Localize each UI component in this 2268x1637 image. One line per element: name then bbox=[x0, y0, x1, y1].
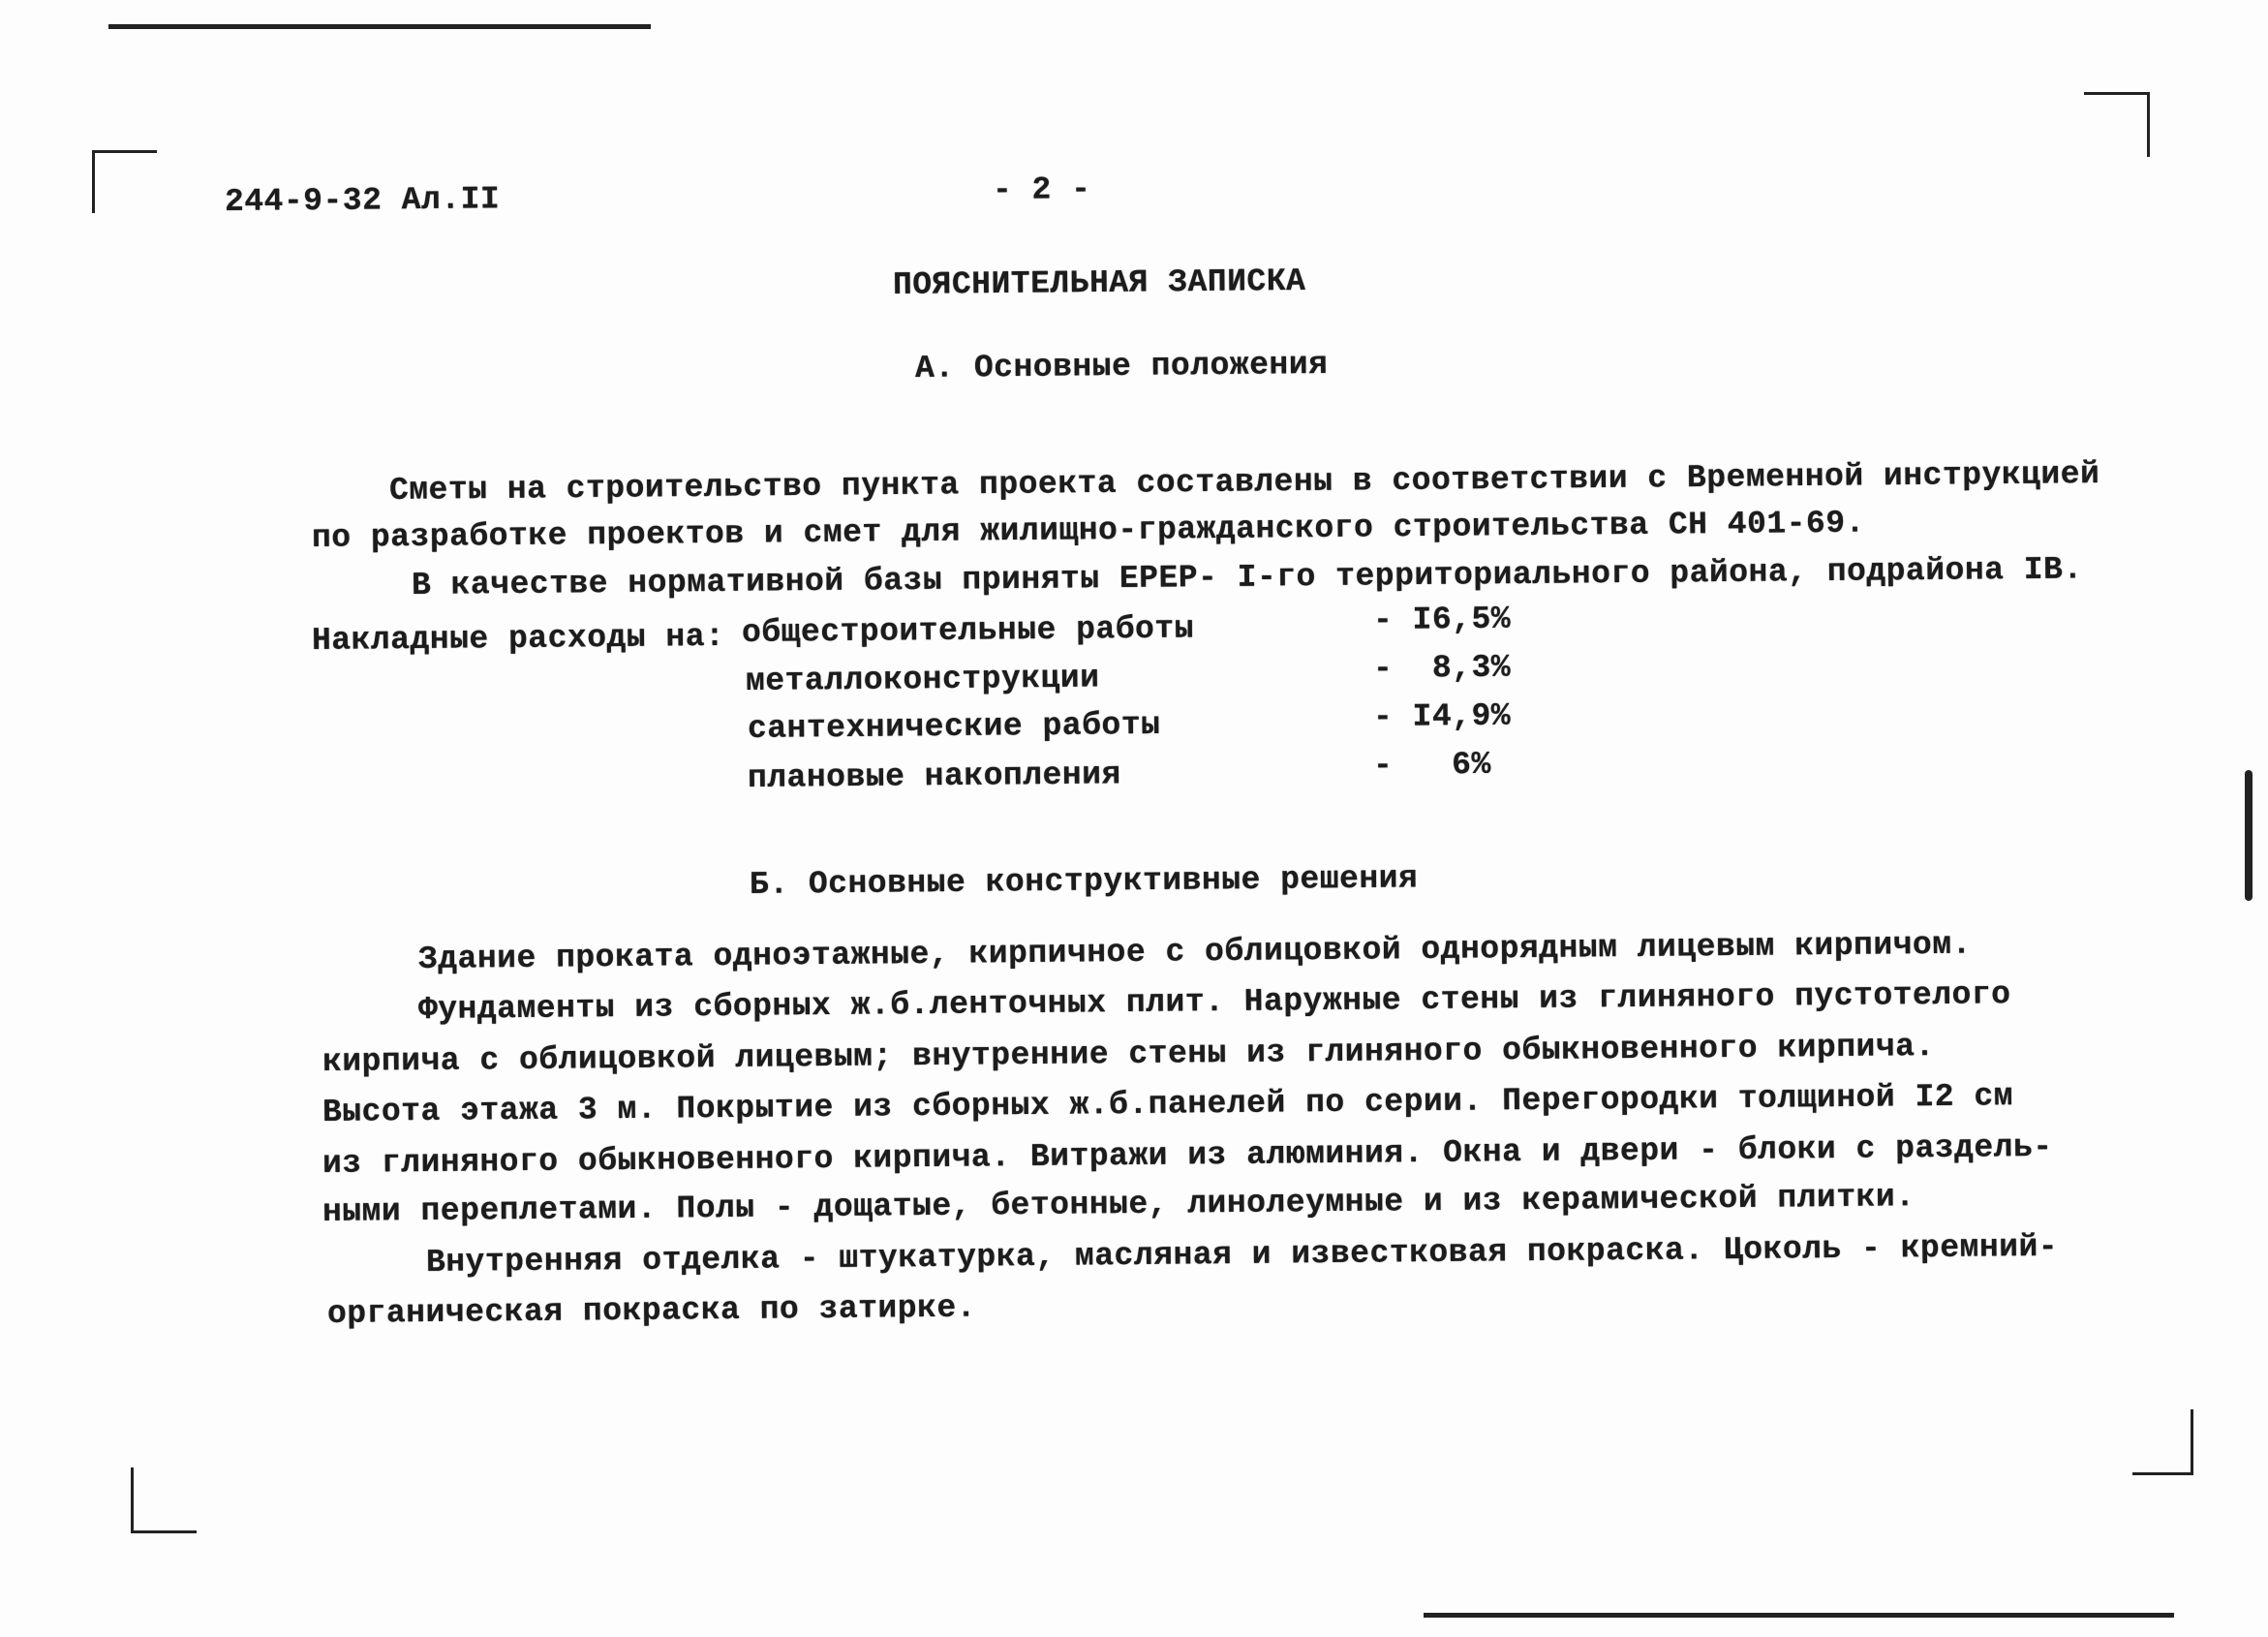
section-a-line: Сметы на строительство пункта проекта составлены в соответствии с Временной инструкцией bbox=[388, 456, 2100, 509]
document-code: 244-9-32 Ал.II bbox=[224, 181, 501, 220]
overhead-value: - 6% bbox=[1372, 746, 1492, 784]
section-b-line: из глиняного обыкновенного кирпича. Витражи из алюминия. Окна и двери - блоки с раздель- bbox=[322, 1128, 2053, 1182]
section-b-line: Здание проката одноэтажные, кирпичное с облицовкой однорядным лицевым кирпичом. bbox=[417, 926, 1973, 977]
corner-mark-top-left bbox=[92, 150, 157, 153]
section-b-line: Внутренняя отделка - штукатурка, масляная и известковая покраска. Цоколь - кремний- bbox=[425, 1228, 2059, 1281]
section-b-line: ными переплетами. Полы - дощатые, бетонные, линолеумные и из керамической плитки. bbox=[322, 1179, 1916, 1230]
overhead-value: - I4,9% bbox=[1372, 697, 1512, 735]
section-b-line: Фундаменты из сборных ж.б.ленточных плит. Наружные стены из глиняного пустотелого bbox=[417, 976, 2011, 1028]
overhead-item: металлоконструкции bbox=[745, 660, 1100, 699]
corner-mark-top-right-v bbox=[2147, 92, 2150, 157]
corner-mark-top-right bbox=[2084, 92, 2150, 95]
section-b-heading: Б. Основные конструктивные решения bbox=[749, 860, 1419, 903]
section-a-line: по разработке проектов и смет для жилищно-гражданского строительства СН 401-69. bbox=[311, 505, 1866, 556]
section-b-line: кирпича с облицовкой лицевым; внутренние стены из глиняного обыкновенного кирпича. bbox=[322, 1029, 1935, 1080]
overhead-value: - 8,3% bbox=[1372, 649, 1512, 687]
overhead-value: - I6,5% bbox=[1372, 601, 1512, 638]
top-edge-line bbox=[108, 24, 651, 29]
overhead-item: общестроительные работы bbox=[741, 610, 1195, 651]
bottom-edge-line bbox=[1424, 1613, 2174, 1618]
page-number: - 2 - bbox=[992, 171, 1091, 208]
section-b-line: органическая покраска по затирке. bbox=[326, 1289, 977, 1332]
corner-mark-bottom-left bbox=[131, 1530, 197, 1533]
section-a-heading: А. Основные положения bbox=[914, 346, 1329, 386]
section-a-line: В качестве нормативной базы приняты ЕРЕР- I-го территориального района, подрайона IВ. bbox=[411, 551, 2083, 603]
overhead-label: Накладные расходы на: bbox=[311, 618, 725, 659]
section-b-line: Высота этажа 3 м. Покрытие из сборных ж.б.панелей по серии. Перегородки толщиной I2 см bbox=[322, 1078, 2014, 1130]
right-edge-mark bbox=[2245, 770, 2253, 901]
corner-mark-bottom-right-v bbox=[2191, 1409, 2193, 1475]
overhead-item: сантехнические работы bbox=[747, 706, 1161, 747]
corner-mark-bottom-left-v bbox=[131, 1467, 134, 1533]
corner-mark-top-left-v bbox=[92, 150, 95, 213]
overhead-item: плановые накопления bbox=[747, 757, 1121, 796]
document-title: ПОЯСНИТЕЛЬНАЯ ЗАПИСКА bbox=[892, 263, 1306, 303]
corner-mark-bottom-right bbox=[2132, 1472, 2193, 1475]
